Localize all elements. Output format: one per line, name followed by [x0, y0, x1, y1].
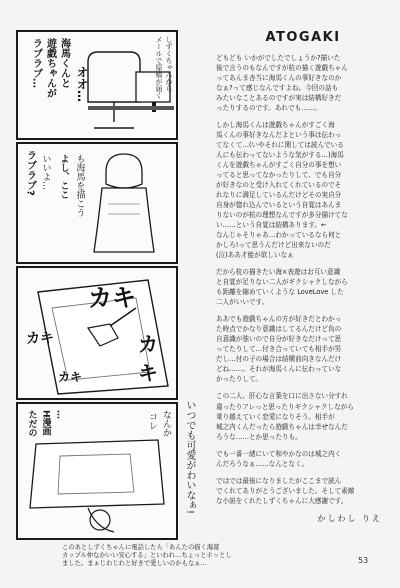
afterword-line: でくれてありがとうございました。そして素敵: [216, 486, 355, 495]
panel-3-sfx-c: カキ: [26, 331, 54, 347]
panel-1-thought-a: 海馬くんと: [58, 38, 70, 88]
comic-panel-3: [16, 266, 178, 400]
footnote-line: このあとしずくちゃんに電話したら「あんたの描く海遊: [62, 544, 220, 551]
signature: かしわし りえ: [317, 513, 382, 523]
panel-4-right-a: なんか: [161, 410, 171, 437]
panel-4-left-b: H漫画: [40, 410, 51, 436]
panel-2-speech-b: いいよ…: [40, 154, 51, 190]
afterword-line: ろうな……とか思ったりも。: [216, 432, 302, 441]
afterword-line: みたいなことあるのですが実は結構好きだ: [216, 94, 342, 103]
afterword-paragraph: [216, 391, 390, 441]
footnote-line: ました。まぁじわじわと好きで愛しいのかもなぁ…: [62, 560, 207, 568]
afterword-paragraph: [216, 476, 390, 506]
panel-4-left-c: …: [54, 410, 65, 419]
afterword-line: が好きなのと受け入れてくれているのでそ: [216, 181, 342, 190]
panel-4-right-b: コレ: [147, 412, 157, 430]
panel-1-speech-b: メールで原稿が届く: [155, 36, 163, 99]
afterword-line: れなりに満足しているんだけどその実自分: [216, 191, 342, 200]
panel-2-speech-d: も海馬を描こう: [74, 154, 85, 217]
afterword-line: かったりして。: [216, 375, 263, 384]
afterword-line: た時点でかなり意識はしてるんだけど負の: [216, 325, 342, 334]
afterword-line: 違ったりアレっと思ったりギクシャクしながら: [216, 402, 354, 411]
panel-1-speech-a: しずくちゃんから: [165, 36, 173, 92]
afterword-line: 後で言うのもなんですが杭の描く遊戯ちゃん: [216, 64, 348, 73]
side-caption: いつでも可愛がわいなぁ!: [184, 400, 195, 515]
afterword-paragraph: [216, 267, 390, 307]
afterword-line: 人にも伝わってないような気がする…)海馬: [216, 151, 344, 160]
afterword-line: しかし海馬くんは遊戯ちゃんがすごく海: [216, 121, 335, 130]
afterword-line: い……という自覚は結構あります。←: [216, 221, 327, 230]
footnote: [62, 544, 362, 569]
afterword-line: 馬くんの事好きなんだよという事は伝わっ: [216, 131, 342, 140]
comic-strip: [16, 30, 174, 538]
comic-panel-4: [16, 402, 178, 540]
afterword-line: どね……。それが海馬くんに伝わっていな: [216, 365, 342, 374]
afterword-line: なんじゃそりゃあ…わかっているなら何と: [216, 231, 342, 240]
afterword-line: ああでも遊戯ちゃんの方が好きだとわかっ: [216, 315, 342, 324]
afterword-line: も距離を縮めていくような LoveLove した: [216, 288, 344, 297]
afterword-line: 自身が惚れ込んでいるという自覚はあんま: [216, 201, 342, 210]
afterword-line: ってあんま杏当に海馬くんの事好きなのか: [216, 74, 342, 83]
comic-panel-1: [16, 30, 178, 140]
afterword-line: んだろうなぁ……なんとなく。: [216, 459, 309, 468]
afterword-line: ってると思ってなかったりして、でも自分: [216, 171, 342, 180]
afterword-paragraph: [216, 449, 390, 469]
afterword-line: (泣)ああ才能が欲しいなぁ: [216, 251, 294, 260]
panel-1-sfx: オオ…: [75, 66, 89, 102]
panel-3-sfx-b: カキ: [138, 332, 158, 385]
panel-3-sfx-d: カキ: [58, 370, 83, 384]
afterword-line: てなくて…(いやそれに関しては読んでいる: [216, 141, 344, 150]
afterword-line: ったりするのです。あれでも……。: [216, 104, 321, 113]
panel-2-speech-a: ラブラブ?: [24, 150, 36, 196]
afterword-line: ではでは最後になりましたがここまで読ん: [216, 476, 342, 485]
afterword-line: ってたりして…付き合っていても相手が男: [216, 345, 342, 354]
panel-4-left-a: ただの: [26, 410, 37, 437]
afterword-title: ATOGAKI: [265, 30, 341, 45]
afterword-line: 城之内くんだったら遊戯ちゃんは幸せなんだ: [216, 422, 348, 431]
afterword-paragraph: [216, 120, 390, 260]
afterword-line: 自意識が強いので自分が好きなだけって思: [216, 335, 342, 344]
afterword-paragraph: [216, 53, 390, 113]
afterword-body: [216, 53, 390, 506]
afterword-line: 二人がいいです。: [216, 298, 269, 307]
afterword-line: だから杭の描きたい海×表遊はお互い意識: [216, 268, 341, 277]
panel-1-thought-c: ラブラブ…: [30, 38, 42, 88]
afterword-line: かしろ!って思うんだけど出来ないのだ: [216, 241, 331, 250]
afterword: [216, 30, 390, 524]
afterword-line: なぁ?って感じなんですよね。今回の話も: [216, 84, 339, 93]
page-number: 53: [358, 556, 369, 565]
panel-2-speech-c: よし、ここ: [58, 154, 69, 199]
panel-1-thought-b: 遊戯ちゃんが: [44, 38, 56, 98]
afterword-line: な小説をくれたしずくちゃんに大感謝です。: [216, 496, 348, 505]
afterword-paragraph: [216, 314, 390, 384]
afterword-line: この二人、肝心な言葉を口に出さない分すれ: [216, 392, 348, 401]
afterword-line: だし…付の子の場合は結構前向きなんだけ: [216, 355, 342, 364]
afterword-line: と自覚が足りない二人がギクシャクしながら: [216, 278, 348, 287]
footnote-line: カップル仲なかいい安心する」といわれ…ちょっとホッとし: [62, 552, 232, 560]
afterword-line: でも一番一緒にいて和やかなのは城之内く: [216, 449, 342, 458]
afterword-line: くんを遊戯ちゃんがすごく自分の事を想い: [216, 161, 342, 170]
afterword-line: りないのが杭の理想なんですが多分描けてな: [216, 211, 348, 220]
afterword-line: 乗り越えていく恋愛になりそう。相手が: [216, 412, 335, 421]
panel-1-art: [18, 32, 176, 138]
comic-panel-2: [16, 142, 178, 264]
panel-3-sfx-a: カキ: [88, 284, 136, 312]
afterword-line: どもども いかがでしたでしょうか?描いた: [216, 54, 341, 62]
